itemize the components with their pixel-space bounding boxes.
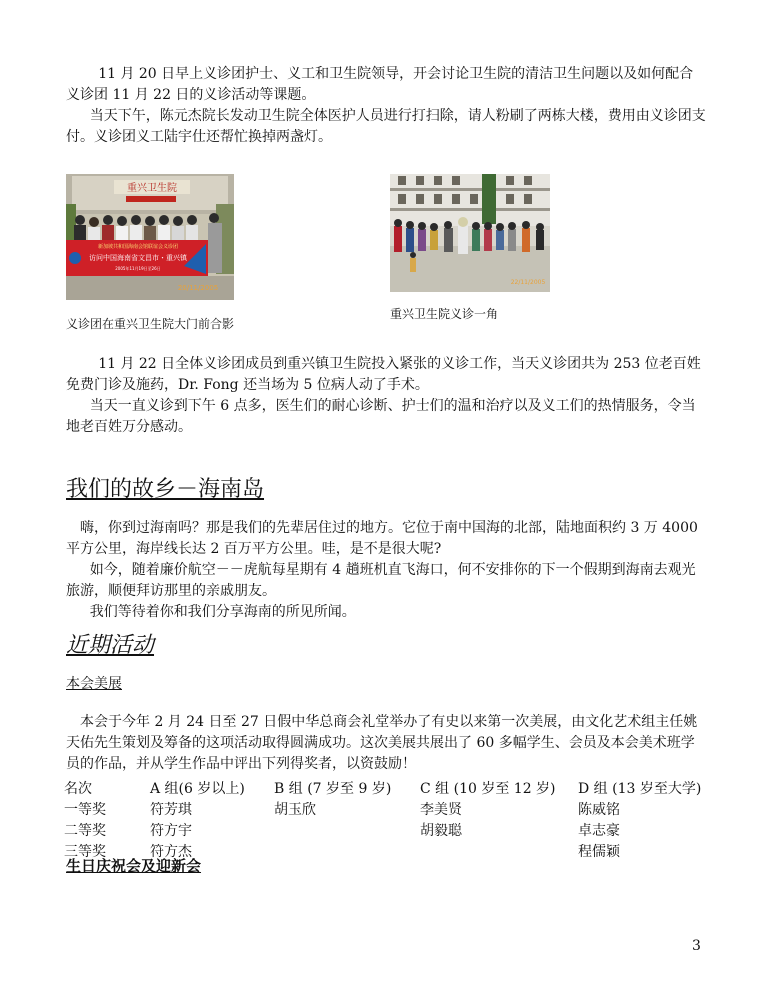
subsection-title-art-exhibition: 本会美展 — [66, 676, 122, 692]
clinic-photo-caption: 重兴卫生院义诊一角 — [390, 307, 499, 321]
paragraph-meeting: 11 月 20 日早上义诊团护士、义工和卫生院领导，开会讨论卫生院的清洁卫生问题以及如何配合义诊团 11 月 22 日的义诊活动等课题。 — [66, 66, 694, 103]
award-winner: 陈威铭 — [578, 802, 620, 818]
award-rank: 二等奖 — [64, 823, 106, 839]
subsection-title-birthday: 生日庆祝会及迎新会 — [66, 857, 202, 875]
paragraph-clinic-day: 11 月 22 日全体义诊团成员到重兴镇卫生院投入紧张的义诊工作，当天义诊团共为 253 位老百姓免费门诊及施药，Dr. Fong 还当场为 5 位病人动了手术。 — [66, 356, 701, 393]
awards-table — [64, 778, 708, 862]
awards-header-group-b: B 组 (7 岁至 9 岁) — [274, 781, 392, 797]
section-title-hainan: 我们的故乡－海南岛 — [66, 477, 265, 502]
table-row — [64, 820, 708, 841]
awards-header-group-a: A 组(6 岁以上) — [150, 781, 245, 797]
awards-header-group-d: D 组 (13 岁至大学) — [578, 781, 702, 797]
paragraph-hainan-share: 我们等待着你和我们分享海南的所见所闻。 — [89, 604, 356, 620]
award-winner: 李美贤 — [420, 802, 462, 818]
award-winner: 胡玉欣 — [274, 802, 316, 818]
award-winner: 符方杰 — [150, 844, 192, 860]
awards-header-group-c: C 组 (10 岁至 12 岁) — [420, 781, 556, 797]
award-winner: 胡毅聪 — [420, 823, 462, 839]
page-number: 3 — [692, 938, 701, 954]
clinic-photo — [390, 174, 550, 292]
awards-header-rank: 名次 — [64, 781, 92, 797]
award-winner — [274, 820, 420, 841]
paragraph-gratitude: 当天一直义诊到下午 6 点多，医生们的耐心诊断、护士们的温和治疗以及义工们的热情服务，令当地老百姓万分感动。 — [66, 398, 696, 435]
award-winner — [274, 841, 420, 862]
report-paragraphs-top — [66, 64, 706, 148]
group-photo-caption: 义诊团在重兴卫生院大门前合影 — [66, 317, 235, 331]
section-title-activities: 近期活动 — [66, 633, 155, 658]
table-row — [64, 799, 708, 820]
paragraph-cleanup: 当天下午，陈元杰院长发动卫生院全体医护人员进行打扫除，请人粉刷了两栋大楼，费用由义诊团支付。义诊团义工陆宇仕还帮忙换掉两盏灯。 — [66, 108, 706, 145]
award-winner: 符方宇 — [150, 823, 192, 839]
paragraph-hainan-travel: 如今，随着廉价航空－－虎航每星期有 4 趟班机直飞海口，何不安排你的下一个假期到海南去观光旅游，顺便拜访那里的亲戚朋友。 — [66, 562, 696, 599]
award-winner: 卓志豪 — [578, 823, 620, 839]
award-winner: 程儒颖 — [578, 844, 620, 860]
award-winner: 符芳琪 — [150, 802, 192, 818]
group-photo — [66, 174, 234, 300]
banner-line-3: 2005年11月19日至26日 — [115, 266, 161, 271]
photo2-timestamp: 22/11/2005 — [510, 279, 546, 286]
paragraph-exhibition: 本会于今年 2 月 24 日至 27 日假中华总商会礼堂举办了有史以来第一次美展，由文化艺术组主任姚天佑先生策划及筹备的这项活动取得圆满成功。这次美展共展出了 60 多幅学生、会员及本会美术班学员的作品，并从学生作品中评出下列得奖者，以资鼓励！ — [66, 714, 698, 772]
paragraph-hainan-intro: 嗨，你到过海南吗？那是我们的先辈居住过的地方。它位于南中国海的北部，陆地面积约 3 万 4000 平方公里，海岸线长达 2 百万平方公里。哇，是不是很大呢? — [66, 520, 698, 557]
exhibition-paragraph-block — [66, 712, 706, 775]
award-rank: 一等奖 — [64, 802, 106, 818]
hainan-paragraphs — [66, 518, 706, 623]
photo1-timestamp: 20/11/2005 — [177, 284, 219, 292]
banner-line-1: 新加坡共和国海南会馆联谊会义诊团 — [97, 244, 179, 250]
award-winner — [420, 841, 578, 862]
award-rank: 三等奖 — [64, 844, 106, 860]
report-paragraphs-bottom — [66, 354, 706, 438]
awards-header-row — [64, 778, 708, 799]
building-sign-text: 重兴卫生院 — [127, 183, 177, 194]
banner-line-2: 访问中国海南省文昌市・重兴镇 — [89, 254, 187, 262]
